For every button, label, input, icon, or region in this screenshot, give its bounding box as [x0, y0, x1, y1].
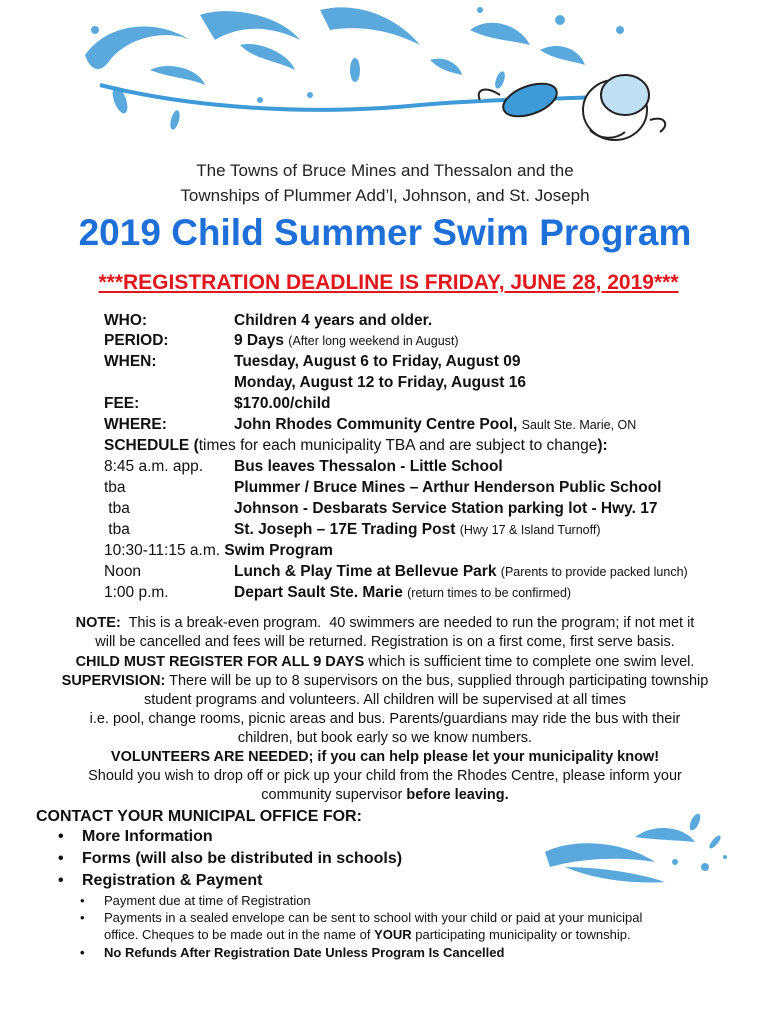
- who-value: Children 4 years and older.: [234, 312, 433, 329]
- schedule-item: [104, 541, 333, 561]
- where-row: [104, 415, 636, 435]
- schedule-event: Plummer / Bruce Mines – Arthur Henderson Public School: [234, 479, 662, 496]
- schedule-heading-text: times for each municipality TBA and are subject to change: [198, 437, 598, 454]
- swimmer-cartoon: [479, 75, 666, 140]
- sub-text: Payments in a sealed envelope can be sent to school with your child or paid at your municipal: [104, 910, 643, 925]
- dropoff-bold: before leaving.: [406, 787, 509, 803]
- register-text: which is sufficient time to complete one swim level.: [364, 654, 695, 670]
- register-all-days: [0, 653, 770, 672]
- contact-title: CONTACT YOUR MUNICIPAL OFFICE FOR:: [36, 808, 362, 825]
- schedule-time: tba: [104, 521, 130, 538]
- when-label: WHEN:: [104, 353, 157, 370]
- bullet-text: Forms (will also be distributed in schools): [82, 850, 403, 867]
- schedule-time: tba: [104, 479, 126, 496]
- period-value: 9 Days: [234, 332, 284, 349]
- supervision-line-4: children, but book early so we know numbers.: [237, 730, 533, 746]
- schedule-note: (return times to be confirmed): [407, 586, 572, 600]
- note-text: This is a break-even program. 40 swimmers are needed to run the program; if not met it: [120, 615, 695, 631]
- dropoff-text: community supervisor: [261, 787, 407, 803]
- sub-text: No Refunds After Registration Date Unless Program Is Cancelled: [104, 945, 505, 960]
- sub-list-item-cont: [80, 927, 740, 943]
- schedule-item: [104, 520, 601, 540]
- schedule-time: 10:30-11:15 a.m.: [104, 542, 221, 559]
- schedule-event: St. Joseph – 17E Trading Post: [234, 521, 456, 538]
- schedule-item: [104, 457, 503, 477]
- supervision-line-3: i.e. pool, change rooms, picnic areas and bus. Parents/guardians may ride the bus with their: [89, 711, 681, 727]
- schedule-event: Johnson - Desbarats Service Station parking lot - Hwy. 17: [234, 500, 658, 517]
- bullet-text: More Information: [82, 828, 213, 845]
- schedule-heading-end: ):: [597, 437, 608, 454]
- register-bold: CHILD MUST REGISTER FOR ALL 9 DAYS: [75, 654, 365, 670]
- towns-line-2: Townships of Plummer Add’l, Johnson, and St. Joseph: [180, 186, 590, 205]
- where-note: Sault Ste. Marie, ON: [521, 418, 637, 432]
- who-label: WHO:: [104, 312, 148, 329]
- sub-text: Payment due at time of Registration: [104, 893, 311, 908]
- dropoff-line-1: Should you wish to drop off or pick up your child from the Rhodes Centre, please inform your: [88, 768, 682, 784]
- schedule-item: [104, 583, 571, 603]
- schedule-heading: [104, 436, 608, 456]
- when-value-1: Tuesday, August 6 to Friday, August 09: [234, 353, 521, 370]
- schedule-event: Bus leaves Thessalon - Little School: [234, 458, 503, 475]
- footer-splash-illustration: [535, 812, 735, 892]
- schedule-item: [104, 499, 658, 519]
- dropoff-line-2: [0, 786, 770, 805]
- period-row: [104, 331, 459, 351]
- sub-text: office. Cheques to be made out in the name of: [104, 927, 375, 942]
- schedule-time: 8:45 a.m. app.: [104, 458, 204, 475]
- when-row-2: [104, 373, 526, 393]
- supervision-label: SUPERVISION:: [61, 673, 166, 689]
- schedule-item: [104, 562, 688, 582]
- schedule-event: Lunch & Play Time at Bellevue Park: [234, 563, 497, 580]
- header-splash-illustration: [0, 0, 770, 160]
- who-row: [104, 311, 432, 331]
- registration-deadline: ***REGISTRATION DEADLINE IS FRIDAY, JUNE 28, 2019***: [98, 271, 679, 294]
- when-value-2: Monday, August 12 to Friday, August 16: [234, 374, 526, 391]
- note-paragraph: [0, 614, 770, 633]
- sub-bold: YOUR: [374, 927, 412, 942]
- list-item: • Forms (will also be distributed in schools): [58, 850, 403, 867]
- schedule-event: Swim Program: [224, 542, 333, 559]
- schedule-time: tba: [104, 500, 130, 517]
- schedule-note: (Hwy 17 & Island Turnoff): [459, 523, 601, 537]
- sub-list-item: • Payment due at time of Registration: [80, 893, 311, 908]
- schedule-note: (Parents to provide packed lunch): [500, 565, 688, 579]
- where-value: John Rhodes Community Centre Pool,: [234, 416, 518, 433]
- volunteers-needed: VOLUNTEERS ARE NEEDED; if you can help please let your municipality know!: [110, 749, 660, 765]
- towns-line-1: The Towns of Bruce Mines and Thessalon and the: [196, 161, 574, 180]
- schedule-item: [104, 478, 661, 498]
- schedule-event: Depart Sault Ste. Marie: [234, 584, 403, 601]
- fee-label: FEE:: [104, 395, 140, 412]
- bullet-text: Registration & Payment: [82, 872, 263, 889]
- when-row: [104, 352, 521, 372]
- where-label: WHERE:: [104, 416, 167, 433]
- fee-row: [104, 394, 331, 414]
- sub-list-item: • No Refunds After Registration Date Unless Program Is Cancelled: [80, 945, 505, 960]
- schedule-time: Noon: [104, 563, 142, 580]
- note-label: NOTE:: [75, 615, 121, 631]
- page-title: 2019 Child Summer Swim Program: [78, 212, 692, 253]
- schedule-time: 1:00 p.m.: [104, 584, 169, 601]
- supervision-line-1: [0, 672, 770, 691]
- sub-text: participating municipality or township.: [411, 927, 631, 942]
- note-line-2: will be cancelled and fees will be returned. Registration is on a first come, first serve basis.: [95, 634, 675, 650]
- fee-value: $170.00/child: [234, 395, 331, 412]
- supervision-line-2: student programs and volunteers. All children will be supervised at all times: [144, 692, 626, 708]
- schedule-heading-bold: SCHEDULE (: [104, 437, 199, 454]
- sub-list-item: • Payments in a sealed envelope can be sent to school with your child or paid at your municipal: [80, 910, 643, 925]
- list-item: • More Information: [58, 828, 213, 845]
- period-note: (After long weekend in August): [288, 334, 459, 348]
- list-item: • Registration & Payment: [58, 872, 263, 889]
- period-label: PERIOD:: [104, 332, 169, 349]
- supervision-text: There will be up to 8 supervisors on the bus, supplied through participating township: [165, 673, 709, 689]
